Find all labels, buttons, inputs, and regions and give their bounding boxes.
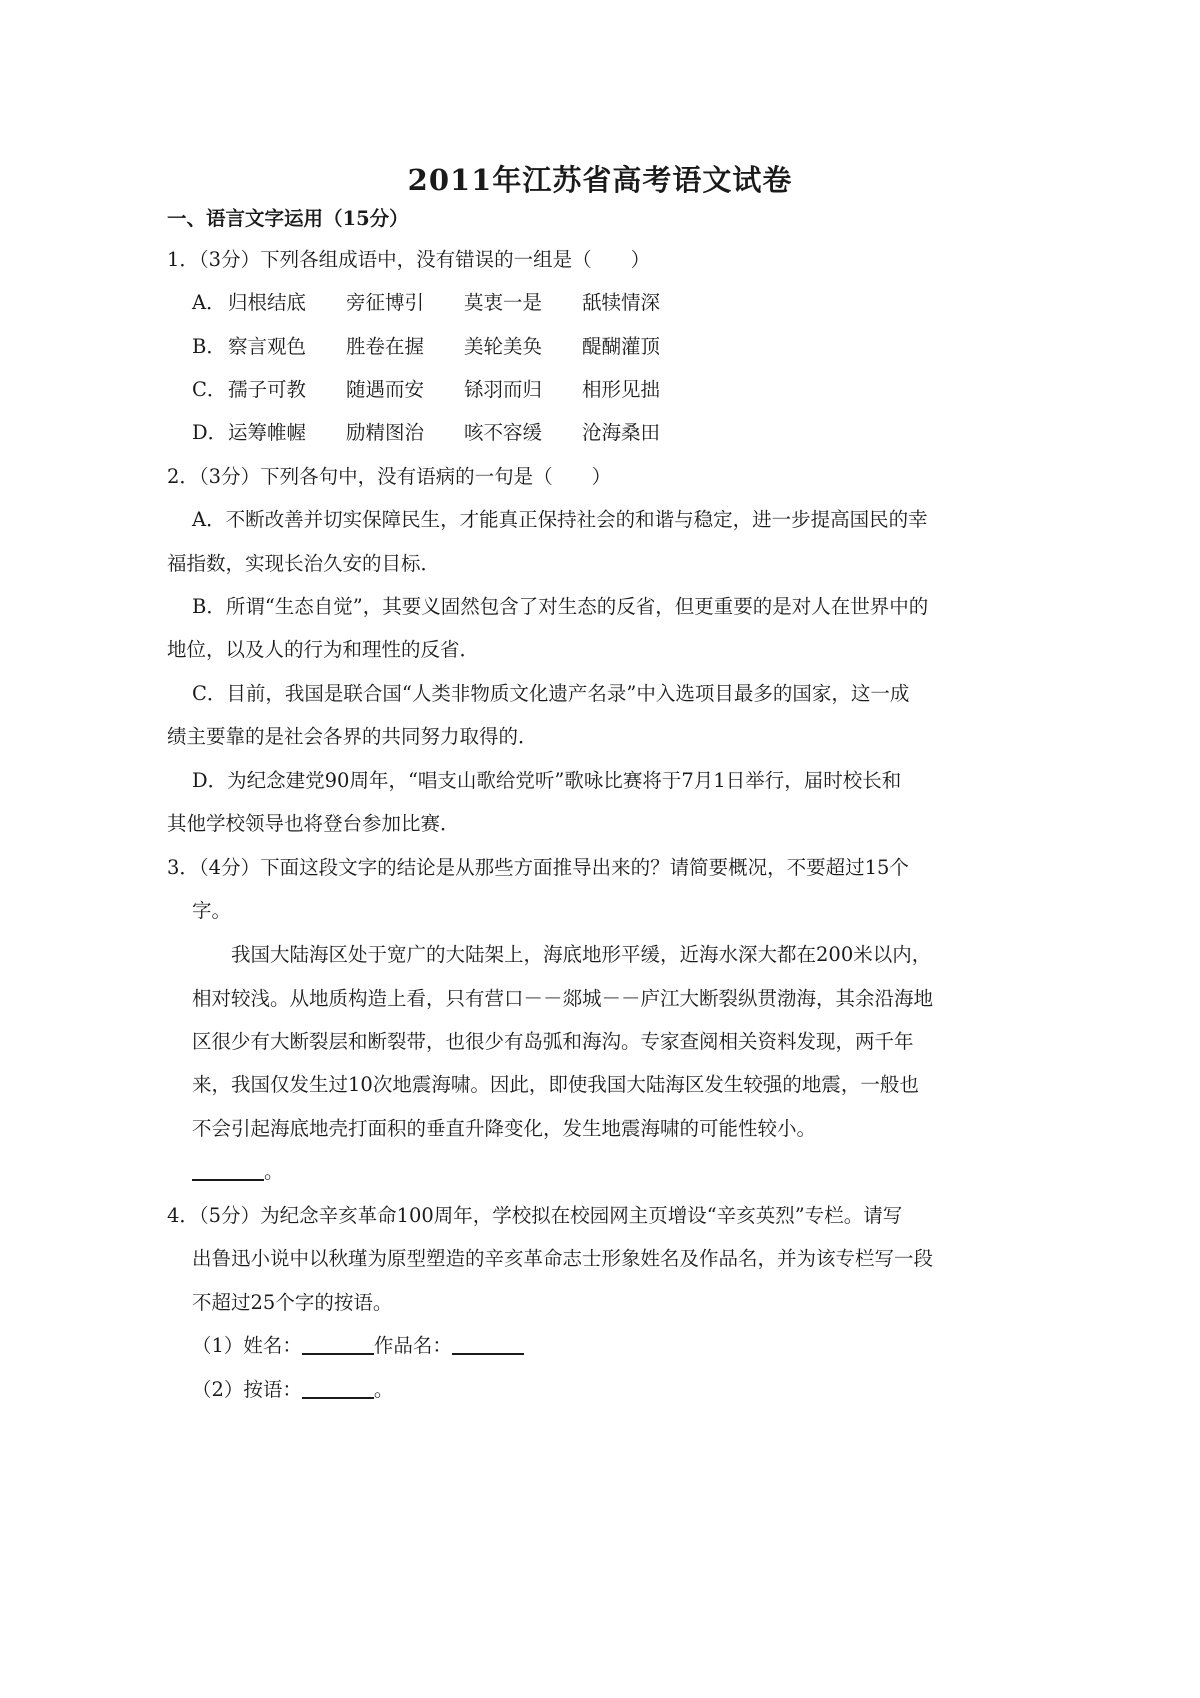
q2-option-b-line2: 地位，以及人的行为和理性的反省． [167, 638, 480, 661]
q3-passage-line2: 相对较浅。从地质构造上看，只有营口－－郯城－－庐江大断裂纵贯渤海，其余沿海地 [192, 987, 934, 1010]
note-end: 。 [373, 1378, 394, 1401]
q2-option-d-line1: D．为纪念建党90周年，“唱支山歌给党听”歌咏比赛将于7月1日举行，届时校长和 [192, 769, 902, 792]
q1-option-d [192, 420, 700, 446]
work-blank [452, 1353, 524, 1355]
idiom: 相形见拙 [582, 378, 661, 401]
q3-passage-line4: 来，我国仅发生过10次地震海啸。因此，即使我国大陆海区发生较强的地震，一般也 [192, 1073, 919, 1096]
q2-option-c-line2: 绩主要靠的是社会各界的共同努力取得的． [167, 725, 538, 748]
idiom: 美轮美奂 [464, 335, 543, 358]
q4-stem-line3: 不超过25个字的按语。 [192, 1291, 393, 1314]
section-heading: 一、语言文字运用（15分） [167, 207, 409, 230]
answer-end: 。 [264, 1160, 284, 1183]
q2-option-a-line1: A．不断改善并切实保障民生，才能真正保持社会的和谐与稳定，进一步提高国民的幸 [192, 508, 928, 531]
exam-title: 2011年江苏省高考语文试卷 [407, 163, 793, 197]
name-blank [302, 1353, 374, 1355]
q2-option-a-line2: 福指数，实现长治久安的目标． [167, 552, 441, 575]
idiom: 旁征博引 [346, 291, 425, 314]
idiom: 舐犊情深 [582, 291, 661, 314]
q3-stem-line2: 字。 [192, 899, 232, 922]
q4-stem-line1: 4．（5分）为纪念辛亥革命100周年，学校拟在校园网主页增设“辛亥英烈”专栏。请写 [167, 1204, 903, 1227]
q2-option-b-line1: B．所谓“生态自觉”，其要义固然包含了对生态的反省，但更重要的是对人在世界中的 [192, 595, 929, 618]
q3-passage-line3: 区很少有大断裂层和断裂带，也很少有岛弧和海沟。专家查阅相关资料发现，两千年 [192, 1030, 914, 1053]
q1-option-c [192, 377, 700, 403]
work-label: 作品名： [373, 1334, 452, 1357]
note-blank [302, 1397, 374, 1399]
idiom: 归根结底 [228, 291, 307, 314]
idiom: 随遇而安 [346, 378, 425, 401]
q3-stem-line1: 3．（4分）下面这段文字的结论是从那些方面推导出来的？请简要概况，不要超过15个 [167, 856, 909, 879]
q1-stem: 1．（3分）下列各组成语中，没有错误的一组是（ ） [167, 248, 651, 271]
idiom: 咳不容缓 [464, 421, 543, 444]
q1-option-a [192, 290, 700, 316]
idiom: 胜卷在握 [346, 335, 425, 358]
q3-passage-line5: 不会引起海底地壳打面积的垂直升降变化，发生地震海啸的可能性较小。 [192, 1117, 817, 1140]
q2-option-c-line1: C．目前，我国是联合国“人类非物质文化遗产名录”中入选项目最多的国家，这一成 [192, 682, 910, 705]
answer-blank [192, 1179, 264, 1181]
idiom: 沧海桑田 [582, 421, 661, 444]
idiom: 察言观色 [228, 335, 307, 358]
q4-sub1 [192, 1333, 524, 1359]
name-label: （1）姓名： [192, 1334, 302, 1357]
q3-answer-line [192, 1159, 284, 1185]
idiom: 铩羽而归 [464, 378, 543, 401]
q3-passage-line1: 我国大陆海区处于宽广的大陆架上，海底地形平缓，近海水深大都在200米以内， [231, 943, 932, 966]
idiom: 运筹帷幄 [228, 421, 307, 444]
idiom: 励精图治 [346, 421, 425, 444]
idiom: 莫衷一是 [464, 291, 543, 314]
q2-option-d-line2: 其他学校领导也将登台参加比赛． [167, 812, 460, 835]
option-label: D． [192, 421, 228, 444]
option-label: C． [192, 378, 227, 401]
note-label: （2）按语： [192, 1378, 302, 1401]
q4-stem-line2: 出鲁迅小说中以秋瑾为原型塑造的辛亥革命志士形象姓名及作品名，并为该专栏写一段 [192, 1247, 934, 1270]
idiom: 醍醐灌顶 [582, 335, 661, 358]
option-label: B． [192, 335, 226, 358]
q4-sub2 [192, 1377, 393, 1403]
option-label: A． [192, 291, 226, 314]
idiom: 孺子可教 [228, 378, 307, 401]
q1-option-b [192, 334, 700, 360]
q2-stem: 2．（3分）下列各句中，没有语病的一句是（ ） [167, 465, 612, 488]
